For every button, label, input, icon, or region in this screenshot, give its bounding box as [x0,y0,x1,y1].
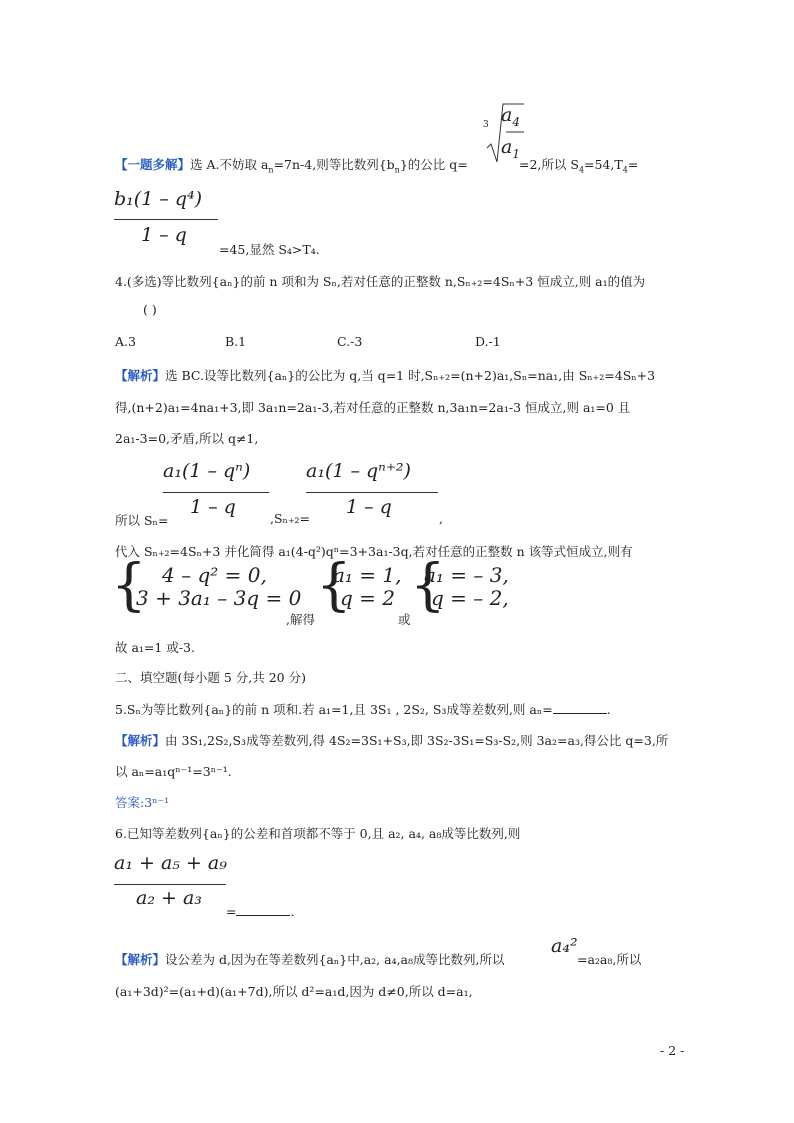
fraction-numerator: b₁(1 – q⁴) [114,188,203,210]
q4-solution-line-2: 得,(n+2)a₁=4na₁+3,即 3a₁n=2a₁-3,若对任意的正整数 n,3a₁n=2a₁-3 恒成立,则 a₁=0 且 [115,400,631,415]
root-denominator: $a_1$ [501,136,520,161]
sn2-denominator: 1 – q [346,496,392,518]
question-4-stem: 4.(多选)等比数列{aₙ}的前 n 项和为 Sₙ,若对任意的正整数 n,Sₙ₊₂=4Sₙ+3 恒成立,则 a₁的值为 [115,274,646,289]
q4-solution-line-3: 2a₁-3=0,矛盾,所以 q≠1, [115,431,259,446]
option-b: B.1 [225,334,247,349]
q6-numerator: a₁ + a₅ + a₉ [114,852,227,874]
q4-conclusion: 故 a₁=1 或-3. [115,640,195,655]
brace-3: { [410,553,446,618]
sn-fraction-bar [163,492,269,493]
so-sn-label: 所以 Sₙ= [115,513,169,528]
p1-result: =45,显然 S₄>T₄. [219,242,320,257]
q5-solution-line-1: 【解析】由 3S₁,2S₂,S₃成等差数列,得 4S₂=3S₁+S₃,即 3S₂-3S₁=S₃-S₂,则 3a₂=a₃,得公比 q=3,所 [115,733,669,748]
answer-blank [236,905,290,916]
q4-solution-line-1: 【解析】选 BC.设等比数列{aₙ}的公比为 q,当 q=1 时,Sₙ₊₂=(n+2)a₁,Sₙ=na₁,由 Sₙ₊₂=4Sₙ+3 [115,368,656,383]
brace-2: { [316,553,352,618]
q4-solution-line-4: 代入 Sₙ₊₂=4Sₙ+3 并化简得 a₁(4-q²)qⁿ=3+3a₁-3q,若对任意的正整数 n 该等式恒成立,则有 [115,544,633,559]
fraction-denominator: 1 – q [141,224,187,246]
sn2-numerator: a₁(1 – qⁿ⁺²) [306,460,411,482]
sn-denominator: 1 – q [190,496,236,518]
option-c: C.-3 [337,334,363,349]
solution-tag: 【解析】 [115,368,166,383]
question-6-stem: 6.已知等差数列{aₙ}的公差和首项都不等于 0,且 a₂, a₄, a₈成等比数列,则 [115,826,521,841]
q6-fraction-bar [114,884,226,885]
p1-line: 【一题多解】选 A.不妨取 $a_n=7n-4$,则等比数列$\{b_n\}$的公比 q= [115,157,468,175]
sn-numerator: a₁(1 – qⁿ) [163,460,251,482]
root-numerator: $a_4$ [501,104,520,129]
p1-line-tail: =2,所以 $S_4=54,T_4=$ [519,157,639,175]
option-d: D.-1 [475,334,501,349]
system-1-tail: ,解得 [286,612,315,627]
q5-solution-line-2: 以 aₙ=a₁qⁿ⁻¹=3ⁿ⁻¹. [115,764,232,779]
sn2-fraction-bar [306,492,438,493]
question-5-stem: 5.Sₙ为等比数列{aₙ}的前 n 项和.若 a₁=1,且 3S₁ , 2S₂, S₃成等差数列,则 aₙ= . [115,702,611,717]
option-a: A.3 [115,334,136,349]
system-3: a₁ = – 3, q = – 2, [424,563,509,610]
system-1: 4 – q² = 0, 3 + 3a₁ – 3q = 0 [136,563,302,610]
q6-solution-line-1: 【解析】设公差为 d,因为在等差数列{aₙ}中,a₂, a₄,a₈成等比数列,所以 [115,952,505,967]
page-number: - 2 - [660,1043,685,1058]
brace-1: { [111,553,147,618]
solution-tag: 【解析】 [115,733,166,748]
fraction-comma: , [439,511,443,526]
fraction-bar [114,219,218,220]
q6-solution-line-1-tail: =a₂a₈,所以 [577,952,642,967]
section-title: 二、填空题(每小题 5 分,共 20 分) [115,670,306,685]
sn2-label: ,Sₙ₊₂= [270,511,311,526]
question-4-paren: ( ) [143,302,157,317]
q6-denominator: a₂ + a₃ [136,887,202,909]
q5-answer: 答案:3ⁿ⁻¹ [115,795,170,810]
a4-squared: a₄² [551,935,578,957]
q6-solution-line-2: (a₁+3d)²=(a₁+d)(a₁+7d),所以 d²=a₁d,因为 d≠0,所以 d=a₁, [115,984,473,999]
system-2-tail: 或 [398,612,411,627]
q6-blank-line: = . [226,904,295,919]
solution-tag: 【解析】 [115,952,166,967]
answer-blank [553,703,607,714]
solution-tag: 【一题多解】 [115,157,191,172]
root-index: 3 [483,120,489,130]
system-2: a₁ = 1, q = 2 [333,563,402,610]
